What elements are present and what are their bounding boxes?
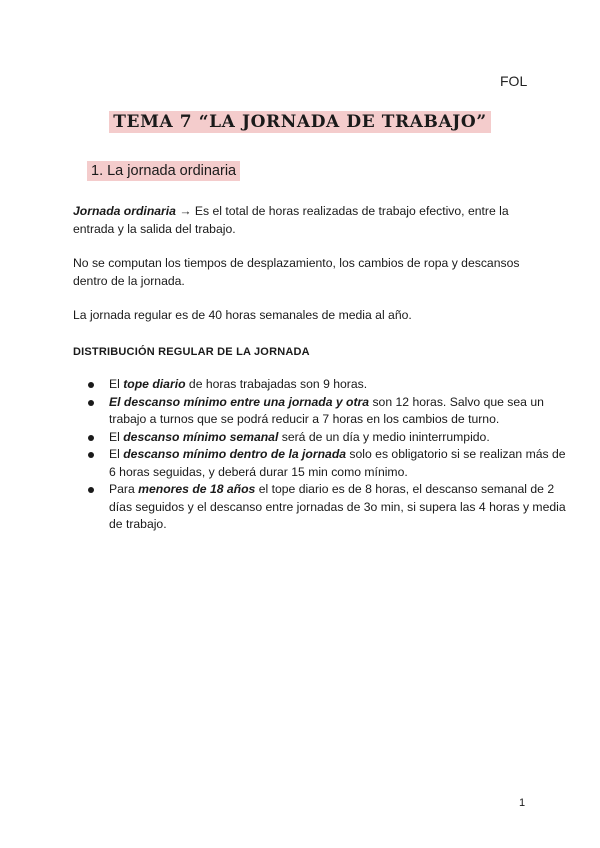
list-item [109,429,569,447]
list-item [109,481,569,534]
list-item [109,446,569,481]
bullet-icon [88,435,94,441]
item-text: solo es obligatorio si se realizan más de 6 horas seguidas, y deberá durar 15 min como mínimo. [109,447,566,479]
item-text: El [109,377,124,391]
bullet-icon [88,452,94,458]
definition-text: Es el total de horas realizadas de trabajo efectivo, entre la entrada y la salida del trabajo. [73,204,509,236]
bullet-icon [88,400,94,406]
paragraph-jornada-regular: La jornada regular es de 40 horas semanales de media al año. [73,308,412,322]
item-text: será de un día y medio ininterrumpido. [278,429,490,444]
bullet-icon [88,382,94,388]
page-number: 1 [519,797,526,809]
distribution-heading: DISTRIBUCIÓN REGULAR DE LA JORNADA [73,346,310,358]
item-emphasis: El descanso mínimo entre una jornada y otra [109,394,370,409]
definition-term: Jornada ordinaria [73,204,176,218]
item-text: son 12 horas. Salvo que sea un trabajo a turnos que se podrá reducir a 7 horas en los cambios de turno. [109,394,544,426]
arrow-icon: → [179,204,192,218]
item-text: El [109,429,124,444]
item-emphasis: descanso mínimo dentro de la jornada [123,447,347,461]
item-text: de horas trabajadas son 9 horas. [185,377,368,391]
paragraph-computo: No se computan los tiempos de desplazamiento, los cambios de ropa y descansos dentro de la jornada. [73,256,520,288]
subject-label: FOL [500,73,528,89]
item-text: Para [109,482,139,496]
list-item [109,394,569,429]
item-emphasis: descanso mínimo semanal [123,429,279,444]
bullet-icon [88,487,94,493]
list-item [109,376,569,394]
item-text: El [109,447,124,461]
item-emphasis: tope diario [123,377,186,391]
page-title [0,112,600,132]
section-heading: 1. La jornada ordinaria [87,161,240,181]
definition-paragraph [73,203,538,238]
page-title-text: TEMA 7 “LA JORNADA DE TRABAJO” [109,111,490,133]
distribution-list [73,376,569,534]
item-text: el tope diario es de 8 horas, el descanso semanal de 2 días seguidos y el descanso entre jornadas de 3o min, si supera las 4 horas y media de trabajo. [109,482,566,531]
item-emphasis: menores de 18 años [138,482,256,496]
